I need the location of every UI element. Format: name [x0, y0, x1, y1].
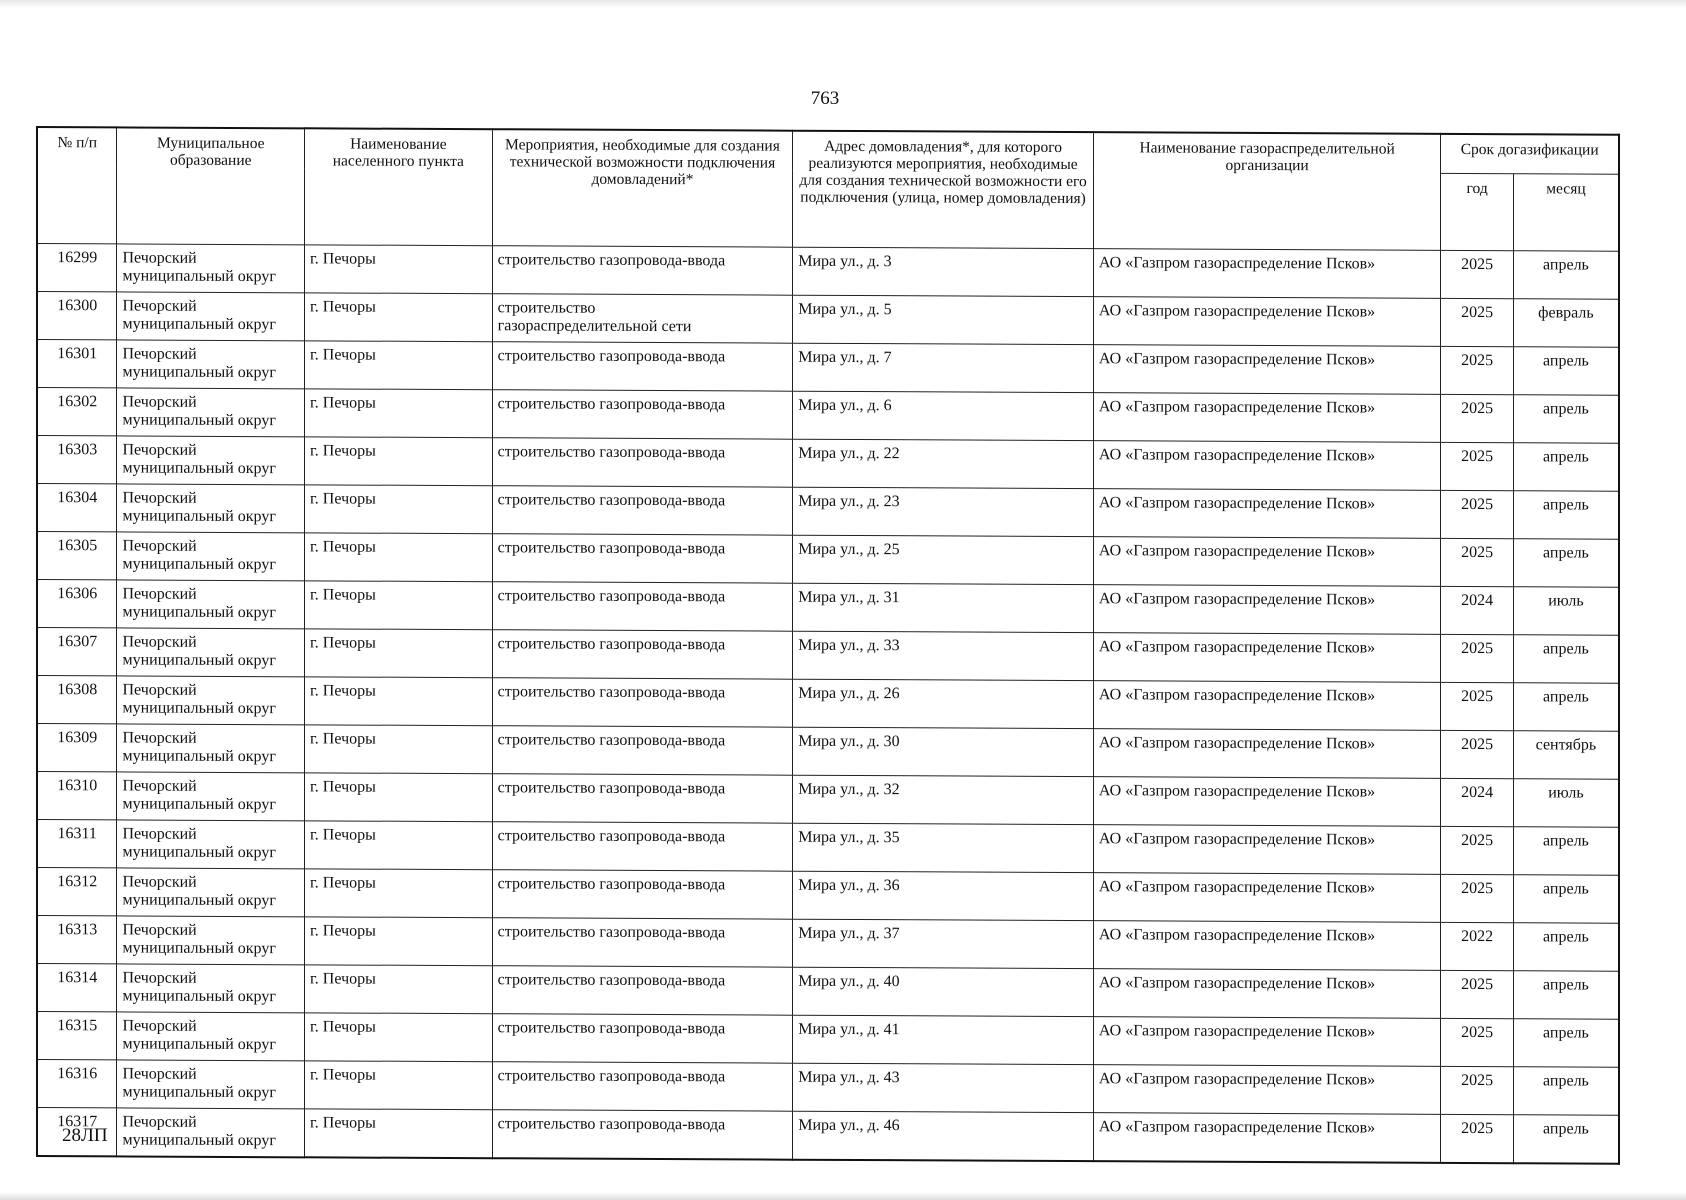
row-address: Мира ул., д. 41 — [793, 1015, 1094, 1064]
table-row — [37, 484, 1619, 540]
row-municipality-line-2: муниципальный округ — [122, 747, 276, 766]
row-measure-line-2: газораспределительной сети — [497, 317, 692, 336]
row-municipality-line-1: Печорский — [122, 489, 197, 507]
row-year: 2025 — [1441, 874, 1513, 922]
row-settlement: г. Печоры — [305, 485, 493, 534]
row-municipality-line-2: муниципальный округ — [122, 507, 276, 526]
row-address: Мира ул., д. 37 — [793, 919, 1094, 968]
header-org: Наименование газораспределительной организации — [1093, 132, 1441, 250]
row-org: АО «Газпром газораспределение Псков» — [1093, 1017, 1441, 1067]
row-measure: строительство газопровода-ввода — [492, 486, 793, 535]
row-municipality-line-1: Печорский — [122, 969, 197, 987]
row-month: апрель — [1513, 347, 1619, 396]
row-municipality-line-2: муниципальный округ — [122, 267, 276, 286]
row-year: 2025 — [1441, 682, 1513, 730]
row-measure: строительство газопровода-ввода — [492, 966, 793, 1015]
row-measure: строительство газопровода-ввода — [492, 870, 793, 919]
header-municipality: Муниципальное образование — [117, 127, 305, 244]
row-month: июль — [1513, 587, 1619, 636]
row-municipality — [117, 820, 305, 869]
row-year: 2024 — [1441, 778, 1513, 826]
row-settlement: г. Печоры — [305, 533, 493, 582]
row-org: АО «Газпром газораспределение Псков» — [1093, 873, 1441, 923]
table-row — [37, 676, 1619, 732]
row-settlement: г. Печоры — [305, 1109, 493, 1158]
row-address: Мира ул., д. 26 — [793, 679, 1094, 728]
row-org: АО «Газпром газораспределение Псков» — [1093, 249, 1441, 299]
row-municipality — [117, 1060, 305, 1109]
row-address: Мира ул., д. 30 — [793, 727, 1094, 776]
row-measure: строительство газопровода-ввода — [492, 726, 793, 775]
row-settlement: г. Печоры — [305, 677, 493, 726]
page-number: 763 — [810, 88, 840, 109]
row-month: апрель — [1513, 971, 1619, 1020]
row-municipality-line-1: Печорский — [122, 537, 197, 555]
table-row — [37, 628, 1619, 684]
row-settlement: г. Печоры — [305, 629, 493, 678]
row-measure: строительство газопровода-ввода — [492, 438, 793, 487]
row-municipality-line-1: Печорский — [122, 585, 197, 603]
row-municipality-line-2: муниципальный округ — [122, 795, 276, 814]
row-month: апрель — [1513, 491, 1619, 540]
row-municipality — [117, 964, 305, 1013]
table-row — [37, 868, 1619, 924]
row-org: АО «Газпром газораспределение Псков» — [1093, 681, 1441, 731]
row-month: сентябрь — [1513, 731, 1619, 780]
row-measure — [492, 294, 793, 343]
row-number: 16306 — [37, 580, 117, 628]
row-org: АО «Газпром газораспределение Псков» — [1093, 489, 1441, 539]
row-month: апрель — [1513, 539, 1619, 588]
row-municipality — [117, 484, 305, 533]
row-month: апрель — [1513, 923, 1619, 972]
row-year: 2025 — [1441, 538, 1513, 586]
row-address: Мира ул., д. 36 — [793, 871, 1094, 920]
row-settlement: г. Печоры — [305, 293, 493, 342]
row-number: 16299 — [37, 244, 117, 292]
row-year: 2025 — [1441, 1114, 1513, 1163]
header-settlement: Наименование населенного пункта — [305, 128, 493, 245]
row-measure: строительство газопровода-ввода — [492, 630, 793, 679]
row-municipality — [117, 388, 305, 437]
row-settlement: г. Печоры — [305, 773, 493, 822]
row-org: АО «Газпром газораспределение Псков» — [1093, 393, 1441, 443]
row-month: апрель — [1513, 395, 1619, 444]
row-month: апрель — [1513, 1067, 1619, 1116]
row-address: Мира ул., д. 46 — [793, 1111, 1094, 1161]
row-municipality-line-2: муниципальный округ — [122, 555, 276, 574]
gasification-table — [36, 126, 1620, 1165]
row-address: Мира ул., д. 31 — [793, 583, 1094, 632]
row-measure: строительство газопровода-ввода — [492, 1110, 793, 1160]
row-municipality-line-1: Печорский — [122, 1113, 197, 1131]
row-measure: строительство газопровода-ввода — [492, 246, 793, 295]
row-municipality — [117, 340, 305, 389]
row-municipality-line-1: Печорский — [122, 921, 197, 939]
row-settlement: г. Печоры — [305, 965, 493, 1014]
row-year: 2025 — [1441, 970, 1513, 1018]
row-municipality-line-1: Печорский — [122, 825, 197, 843]
table-body — [37, 244, 1619, 1164]
row-month: апрель — [1513, 1019, 1619, 1068]
row-municipality-line-1: Печорский — [122, 345, 197, 363]
row-month: апрель — [1513, 443, 1619, 492]
row-year: 2025 — [1441, 634, 1513, 682]
table-row — [37, 436, 1619, 492]
row-address: Мира ул., д. 6 — [793, 391, 1094, 440]
row-org: АО «Газпром газораспределение Псков» — [1093, 777, 1441, 827]
row-measure: строительство газопровода-ввода — [492, 822, 793, 871]
row-municipality — [117, 1108, 305, 1157]
row-number: 16302 — [37, 388, 117, 436]
table-row — [37, 772, 1619, 828]
table-row — [37, 1108, 1619, 1164]
row-municipality — [117, 724, 305, 773]
row-month: апрель — [1513, 635, 1619, 684]
row-measure-line-1: строительство — [497, 299, 596, 317]
row-settlement: г. Печоры — [305, 869, 493, 918]
row-measure: строительство газопровода-ввода — [492, 342, 793, 391]
table-row — [37, 964, 1619, 1020]
table-row — [37, 340, 1619, 396]
row-number: 16307 — [37, 628, 117, 676]
row-municipality-line-2: муниципальный округ — [122, 843, 276, 862]
row-municipality — [117, 868, 305, 917]
row-year: 2025 — [1441, 1066, 1513, 1114]
row-measure: строительство газопровода-ввода — [492, 1014, 793, 1063]
row-address: Мира ул., д. 32 — [793, 775, 1094, 824]
header-measures: Мероприятия, необходимые для создания технической возможности подключения домовладений* — [492, 129, 793, 247]
row-municipality — [117, 532, 305, 581]
row-address: Мира ул., д. 5 — [793, 295, 1094, 344]
row-measure: строительство газопровода-ввода — [492, 774, 793, 823]
row-municipality-line-1: Печорский — [122, 249, 197, 267]
row-municipality-line-2: муниципальный округ — [122, 699, 276, 718]
row-measure: строительство газопровода-ввода — [492, 390, 793, 439]
row-municipality-line-1: Печорский — [122, 1017, 197, 1035]
row-number: 16312 — [37, 868, 117, 916]
row-org: АО «Газпром газораспределение Псков» — [1093, 921, 1441, 971]
row-municipality-line-2: муниципальный округ — [122, 939, 276, 958]
row-municipality-line-2: муниципальный округ — [122, 1083, 276, 1102]
row-address: Мира ул., д. 35 — [793, 823, 1094, 872]
row-month: апрель — [1513, 875, 1619, 924]
header-year: год — [1441, 173, 1513, 250]
footer-code: 28ЛП — [62, 1125, 108, 1146]
row-municipality — [117, 916, 305, 965]
row-municipality-line-1: Печорский — [122, 1065, 197, 1083]
row-org: АО «Газпром газораспределение Псков» — [1093, 585, 1441, 635]
row-org: АО «Газпром газораспределение Псков» — [1093, 1065, 1441, 1115]
scan-edge-bottom — [0, 1192, 1686, 1200]
row-number: 16300 — [37, 292, 117, 340]
row-municipality-line-2: муниципальный округ — [122, 987, 276, 1006]
row-municipality-line-1: Печорский — [122, 873, 197, 891]
row-settlement: г. Печоры — [305, 821, 493, 870]
table-row — [37, 1060, 1619, 1116]
table-row — [37, 916, 1619, 972]
row-number: 16314 — [37, 964, 117, 1012]
row-org: АО «Газпром газораспределение Псков» — [1093, 1113, 1441, 1163]
row-number: 16301 — [37, 340, 117, 388]
row-org: АО «Газпром газораспределение Псков» — [1093, 969, 1441, 1019]
row-month: февраль — [1513, 299, 1619, 348]
row-address: Мира ул., д. 40 — [793, 967, 1094, 1016]
row-org: АО «Газпром газораспределение Псков» — [1093, 729, 1441, 779]
row-municipality — [117, 580, 305, 629]
table-header — [37, 127, 1619, 251]
row-month: июль — [1513, 779, 1619, 828]
row-address: Мира ул., д. 25 — [793, 535, 1094, 584]
row-year: 2025 — [1441, 490, 1513, 538]
row-measure: строительство газопровода-ввода — [492, 678, 793, 727]
row-municipality-line-1: Печорский — [122, 393, 197, 411]
row-measure: строительство газопровода-ввода — [492, 534, 793, 583]
header-month: месяц — [1513, 174, 1619, 252]
row-municipality — [117, 436, 305, 485]
row-year: 2025 — [1441, 394, 1513, 442]
row-year: 2022 — [1441, 922, 1513, 970]
row-address: Мира ул., д. 3 — [793, 247, 1094, 296]
row-measure: строительство газопровода-ввода — [492, 582, 793, 631]
row-settlement: г. Печоры — [305, 1013, 493, 1062]
row-municipality — [117, 244, 305, 293]
row-settlement: г. Печоры — [305, 1061, 493, 1110]
row-address: Мира ул., д. 7 — [793, 343, 1094, 392]
row-org: АО «Газпром газораспределение Псков» — [1093, 825, 1441, 875]
row-settlement: г. Печоры — [305, 389, 493, 438]
row-municipality — [117, 772, 305, 821]
row-municipality-line-2: муниципальный округ — [122, 651, 276, 670]
row-year: 2025 — [1441, 298, 1513, 346]
row-settlement: г. Печоры — [305, 581, 493, 630]
table-row — [37, 724, 1619, 780]
row-municipality-line-1: Печорский — [122, 729, 197, 747]
row-municipality-line-2: муниципальный округ — [122, 411, 276, 430]
table-row — [37, 532, 1619, 588]
row-settlement: г. Печоры — [305, 245, 493, 294]
row-municipality-line-2: муниципальный округ — [122, 603, 276, 622]
row-municipality-line-2: муниципальный округ — [122, 459, 276, 478]
row-org: АО «Газпром газораспределение Псков» — [1093, 633, 1441, 683]
row-settlement: г. Печоры — [305, 341, 493, 390]
row-month: апрель — [1513, 683, 1619, 732]
row-municipality-line-2: муниципальный округ — [122, 363, 276, 382]
row-municipality-line-1: Печорский — [122, 633, 197, 651]
row-number: 16303 — [37, 436, 117, 484]
header-address: Адрес домовладения*, для которого реализуются мероприятия, необходимые для создания технической возможности его подключения (улица, номер домовладения) — [793, 131, 1094, 249]
row-number: 16310 — [37, 772, 117, 820]
table-row — [37, 580, 1619, 636]
row-number: 16305 — [37, 532, 117, 580]
row-address: Мира ул., д. 43 — [793, 1063, 1094, 1112]
row-municipality — [117, 1012, 305, 1061]
table-row — [37, 820, 1619, 876]
row-municipality — [117, 628, 305, 677]
row-month: апрель — [1513, 1115, 1619, 1164]
row-measure: строительство газопровода-ввода — [492, 918, 793, 967]
row-number: 16316 — [37, 1060, 117, 1108]
row-number: 16309 — [37, 724, 117, 772]
header-num: № п/п — [37, 127, 117, 244]
row-number: 16308 — [37, 676, 117, 724]
row-year: 2025 — [1441, 1018, 1513, 1066]
table-row — [37, 292, 1619, 348]
row-year: 2025 — [1441, 730, 1513, 778]
row-number: 16311 — [37, 820, 117, 868]
row-org: АО «Газпром газораспределение Псков» — [1093, 345, 1441, 395]
row-number: 16304 — [37, 484, 117, 532]
row-year: 2025 — [1441, 442, 1513, 490]
row-municipality-line-1: Печорский — [122, 441, 197, 459]
table-row — [37, 1012, 1619, 1068]
row-number: 16313 — [37, 916, 117, 964]
row-number: 16317 — [37, 1108, 117, 1157]
header-deadline: Срок догазификации — [1441, 134, 1619, 174]
row-municipality-line-1: Печорский — [122, 777, 197, 795]
row-address: Мира ул., д. 33 — [793, 631, 1094, 680]
row-municipality — [117, 292, 305, 341]
table-row — [37, 388, 1619, 444]
row-month: апрель — [1513, 827, 1619, 876]
row-municipality-line-2: муниципальный округ — [122, 315, 276, 334]
row-org: АО «Газпром газораспределение Псков» — [1093, 537, 1441, 587]
row-municipality — [117, 676, 305, 725]
row-month: апрель — [1513, 251, 1619, 300]
row-municipality-line-2: муниципальный округ — [122, 1131, 276, 1150]
row-settlement: г. Печоры — [305, 437, 493, 486]
row-municipality-line-1: Печорский — [122, 297, 197, 315]
row-year: 2025 — [1441, 250, 1513, 298]
row-address: Мира ул., д. 23 — [793, 487, 1094, 536]
row-org: АО «Газпром газораспределение Псков» — [1093, 441, 1441, 491]
row-year: 2025 — [1441, 346, 1513, 394]
row-address: Мира ул., д. 22 — [793, 439, 1094, 488]
row-municipality-line-1: Печорский — [122, 681, 197, 699]
scan-edge-top — [0, 0, 1686, 8]
row-measure: строительство газопровода-ввода — [492, 1062, 793, 1111]
table-row — [37, 244, 1619, 300]
row-settlement: г. Печоры — [305, 725, 493, 774]
row-year: 2024 — [1441, 586, 1513, 634]
row-number: 16315 — [37, 1012, 117, 1060]
row-org: АО «Газпром газораспределение Псков» — [1093, 297, 1441, 347]
row-municipality-line-2: муниципальный округ — [122, 891, 276, 910]
row-year: 2025 — [1441, 826, 1513, 874]
row-settlement: г. Печоры — [305, 917, 493, 966]
row-municipality-line-2: муниципальный округ — [122, 1035, 276, 1054]
